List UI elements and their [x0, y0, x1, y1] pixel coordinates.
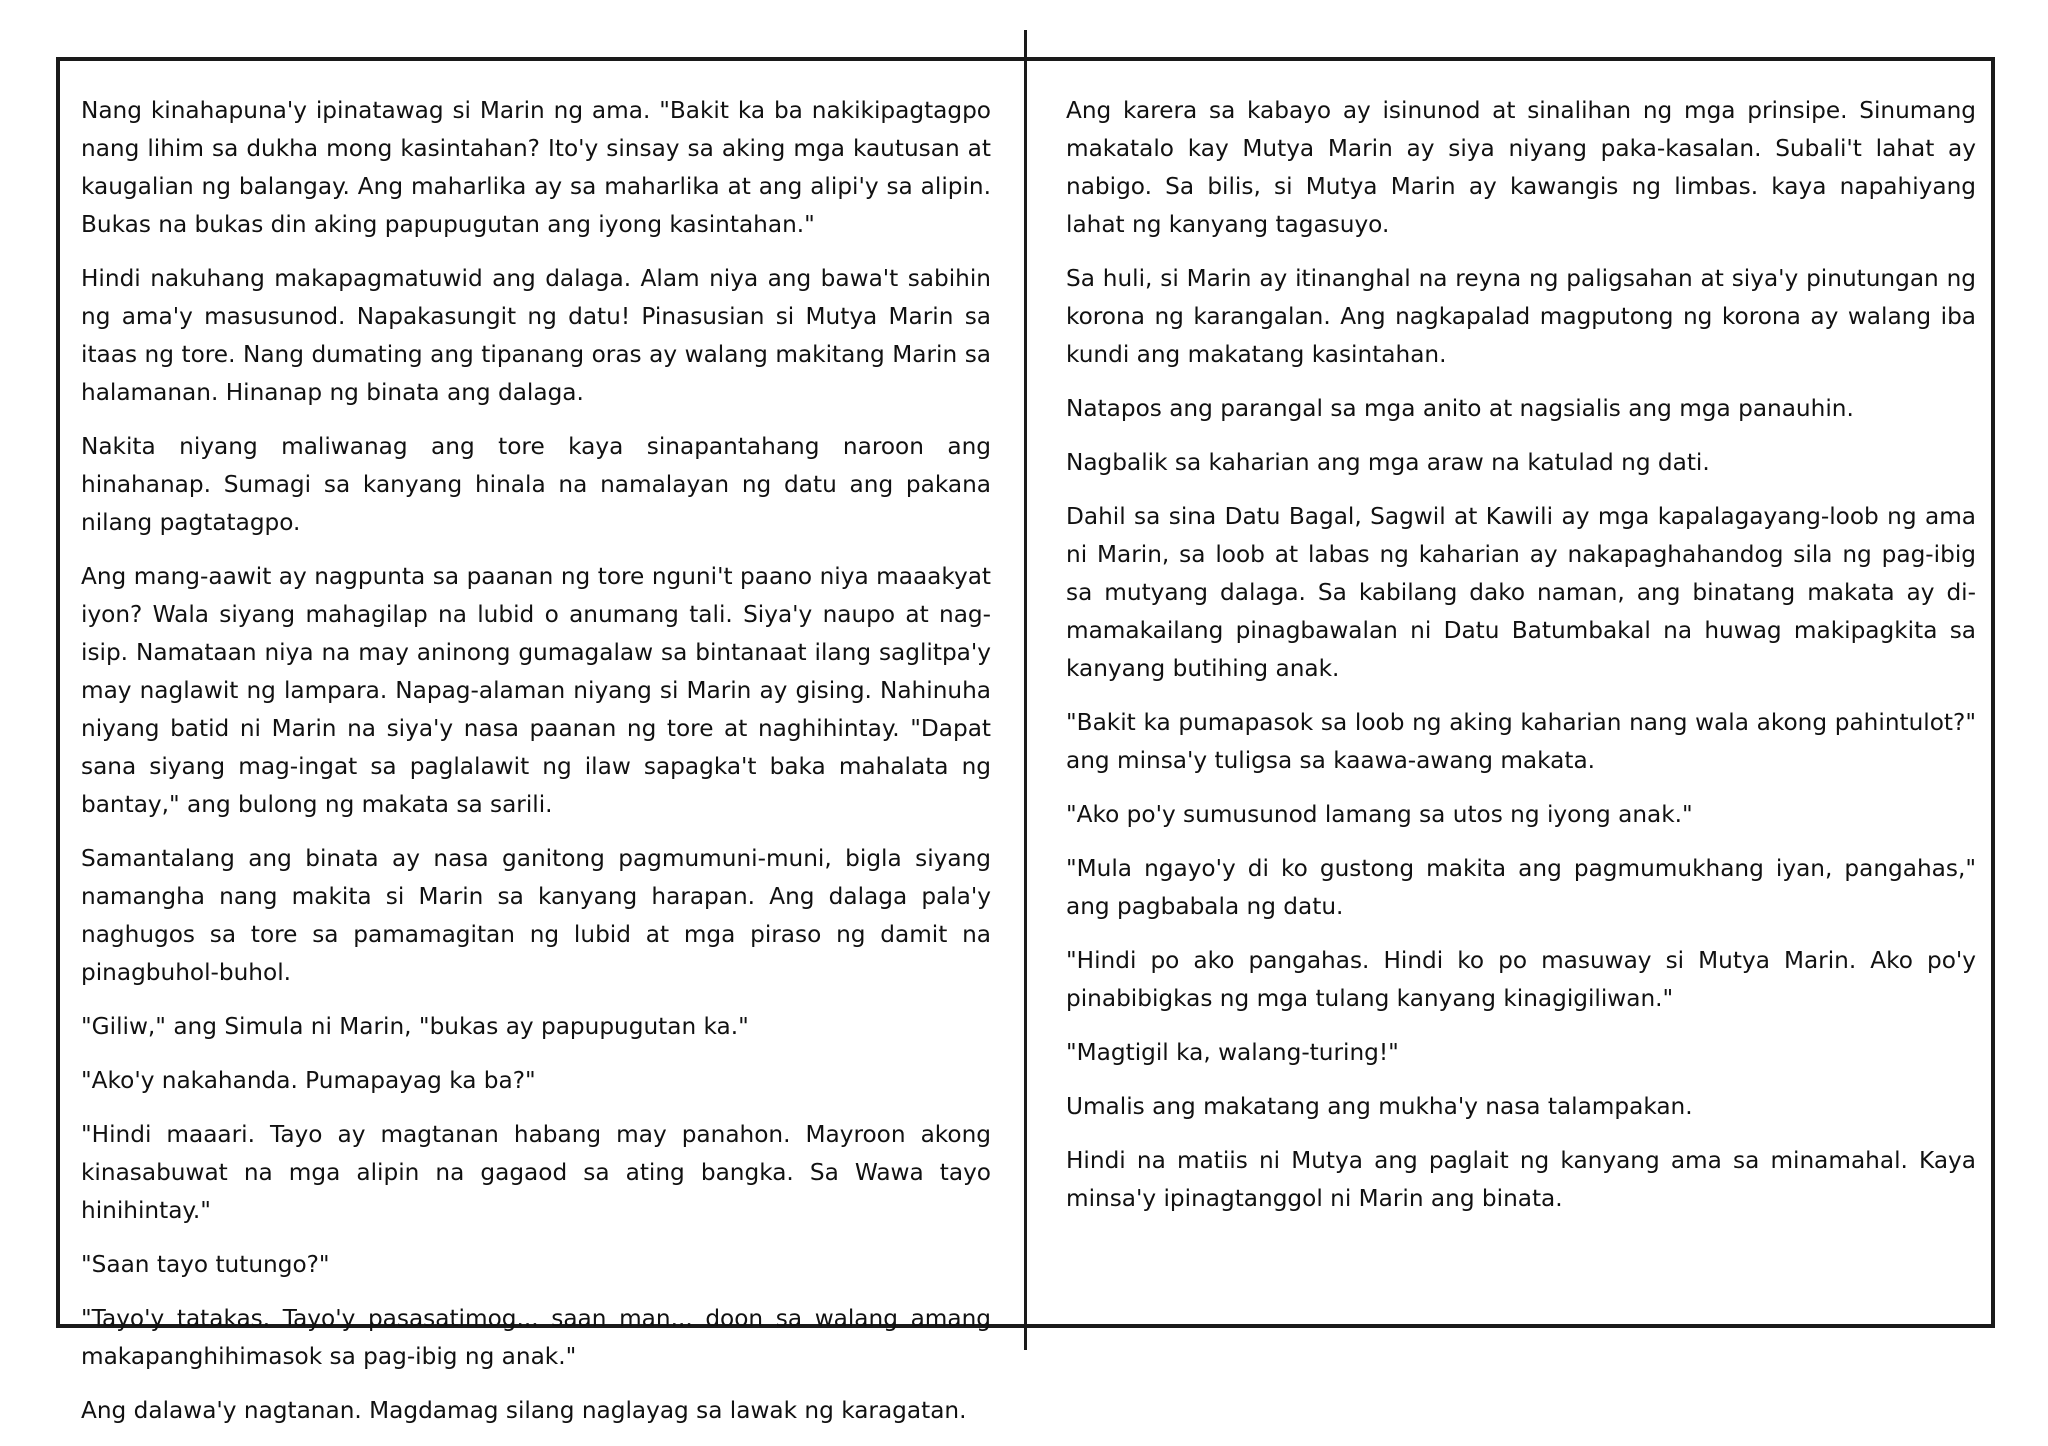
paragraph: Nang kinahapuna'y ipinatawag si Marin ng ama. "Bakit ka ba nakikipagtagpo nang lihim sa dukha mong kasintahan? Ito'y sinsay sa aking mga kautusan at kaugalian ng balangay. Ang maharlika ay sa maharlika at ang alipi'y sa alipin. Bukas na bukas din aking papupugutan ang iyong kasintahan." — [81, 97, 991, 238]
paragraph: "Magtigil ka, walang-turing!" — [1066, 1039, 1399, 1066]
paragraph: Nagbalik sa kaharian ang mga araw na katulad ng dati. — [1066, 449, 1710, 476]
paragraph: Nakita niyang maliwanag ang tore kaya sinapantahang naroon ang hinahanap. Sumagi sa kanyang hinala na namalayan ng datu ang pakana nilang pagtatagpo. — [81, 433, 991, 536]
paragraph: "Tayo'y tatakas. Tayo'y pasasatimog... saan man... doon sa walang amang makapanghihimasok sa pag-ibig ng anak." — [81, 1305, 991, 1370]
paragraph: "Bakit ka pumapasok sa loob ng aking kaharian nang wala akong pahintulot?" ang minsa'y tuligsa sa kaawa-awang makata. — [1066, 709, 1976, 774]
paragraph: "Hindi po ako pangahas. Hindi ko po masuway si Mutya Marin. Ako po'y pinabibigkas ng mga tulang kanyang kinagigiliwan." — [1066, 947, 1976, 1012]
paragraph: Dahil sa sina Datu Bagal, Sagwil at Kawili ay mga kapalagayang-loob ng ama ni Marin, sa loob at labas ng kaharian ay nakapaghahandog sila ng pag-ibig sa mutyang dalaga. Sa kabilang dako naman, ang binatang makata ay di-mamakailang pinagbawalan ni Datu Batumbakal na huwag makipagkita sa kanyang butihing anak. — [1066, 503, 1976, 682]
paragraph: Umalis ang makatang ang mukha'y nasa talampakan. — [1066, 1093, 1693, 1120]
paragraph: "Ako po'y sumusunod lamang sa utos ng iyong anak." — [1066, 801, 1693, 828]
page-fold-divider — [1024, 30, 1027, 1350]
paragraph: Hindi nakuhang makapagmatuwid ang dalaga. Alam niya ang bawa't sabihin ng ama'y masusunod. Napakasungit ng datu! Pinasusian si Mutya Marin sa itaas ng tore. Nang dumating ang tipanang oras ay walang makitang Marin sa halamanan. Hinanap ng binata ang dalaga. — [81, 265, 991, 406]
paragraph: "Hindi maaari. Tayo ay magtanan habang may panahon. Mayroon akong kinasabuwat na mga alipin na gagaod sa ating bangka. Sa Wawa tayo hinihintay." — [81, 1121, 991, 1224]
paragraph: "Giliw," ang Simula ni Marin, "bukas ay papupugutan ka." — [81, 1013, 749, 1040]
paragraph: Ang mang-aawit ay nagpunta sa paanan ng tore nguni't paano niya maaakyat iyon? Wala siyang mahagilap na lubid o anumang tali. Siya'y naupo at nag-isip. Namataan niya na may aninong gumagalaw sa bintanaat ilang saglitpa'y may naglawit ng lampara. Napag-alaman niyang si Marin ay gising. Nahinuha niyang batid ni Marin na siya'y nasa paanan ng tore at naghihintay. "Dapat sana siyang mag-ingat sa paglalawit ng ilaw sapagka't baka mahalata ng bantay," ang bulong ng makata sa sarili. — [81, 563, 991, 818]
left-page-text — [81, 92, 991, 1446]
paragraph: Natapos ang parangal sa mga anito at nagsialis ang mga panauhin. — [1066, 395, 1854, 422]
paragraph: Ang dalawa'y nagtanan. Magdamag silang naglayag sa lawak ng karagatan. — [81, 1397, 967, 1424]
paragraph: Ang karera sa kabayo ay isinunod at sinalihan ng mga prinsipe. Sinumang makatalo kay Mutya Marin ay siya niyang paka-kasalan. Subali't lahat ay nabigo. Sa bilis, si Mutya Marin ay kawangis ng limbas. kaya napahiyang lahat ng kanyang tagasuyo. — [1066, 97, 1976, 238]
paragraph: Samantalang ang binata ay nasa ganitong pagmumuni-muni, bigla siyang namangha nang makita si Marin sa kanyang harapan. Ang dalaga pala'y naghugos sa tore sa pamamagitan ng lubid at mga piraso ng damit na pinagbuhol-buhol. — [81, 845, 991, 986]
paragraph: Hindi na matiis ni Mutya ang paglait ng kanyang ama sa minamahal. Kaya minsa'y ipinagtanggol ni Marin ang binata. — [1066, 1147, 1976, 1212]
paragraph: Sa huli, si Marin ay itinanghal na reyna ng paligsahan at siya'y pinutungan ng korona ng karangalan. Ang nagkapalad magputong ng korona ay walang iba kundi ang makatang kasintahan. — [1066, 265, 1976, 368]
paragraph: "Mula ngayo'y di ko gustong makita ang pagmumukhang iyan, pangahas," ang pagbabala ng datu. — [1066, 855, 1976, 920]
right-page-text — [1066, 92, 1976, 1234]
paragraph: "Ako'y nakahanda. Pumapayag ka ba?" — [81, 1067, 536, 1094]
paragraph: "Saan tayo tutungo?" — [81, 1251, 330, 1278]
